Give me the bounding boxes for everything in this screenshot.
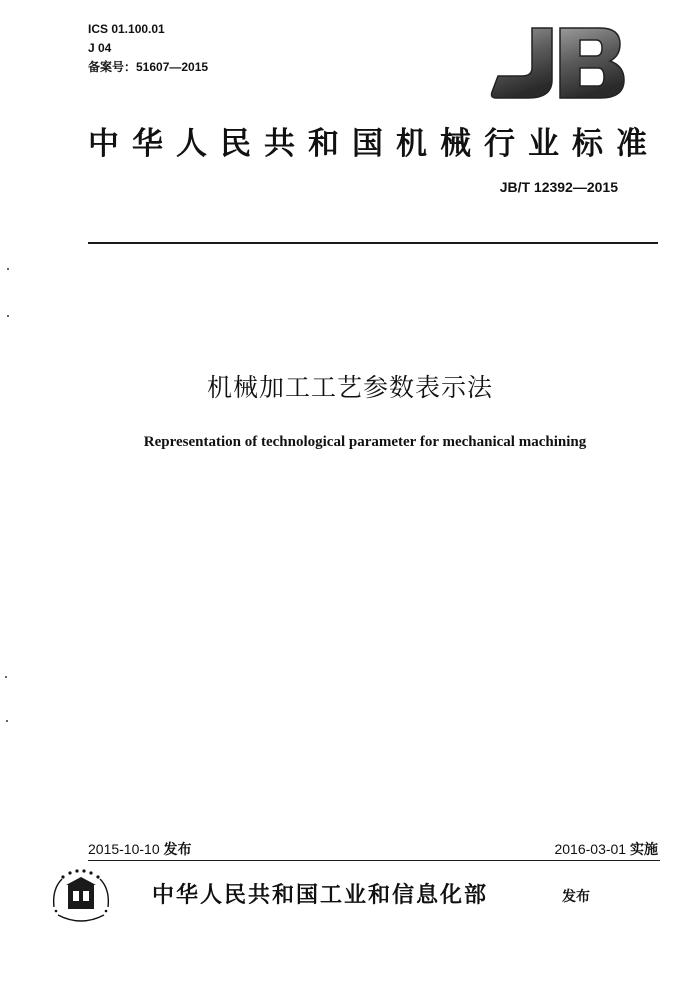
- scan-speck: [7, 268, 9, 270]
- jb-logo-letters: [492, 28, 625, 98]
- scan-speck: [7, 315, 9, 317]
- record-number: 备案号：51607—2015: [88, 60, 209, 74]
- release-date: [88, 839, 192, 859]
- standard-type-heading: 中华人民共和国机械行业标准: [88, 126, 660, 162]
- document-title-en: Representation of technological parameter for mechanical machining: [143, 434, 587, 450]
- standard-number: JB/T 12392—2015: [499, 179, 618, 195]
- ics-code: ICS 01.100.01: [88, 22, 165, 36]
- implementation-date: [554, 839, 658, 859]
- publisher-name: 中华人民共和国工业和信息化部: [152, 883, 489, 908]
- footer-divider: [88, 860, 660, 861]
- release-date-label: 发布: [163, 842, 192, 858]
- scan-speck: [5, 676, 7, 678]
- document-title-cn: 机械加工工艺参数表示法: [206, 373, 493, 402]
- release-date-value: 2015-10-10: [88, 841, 160, 857]
- publisher-label: 发布: [562, 889, 590, 905]
- scan-speck: [6, 720, 8, 722]
- classification-code: J 04: [88, 41, 112, 55]
- implementation-date-label: 实施: [630, 842, 658, 858]
- implementation-date-value: 2016-03-01: [554, 841, 627, 857]
- header-divider: [88, 242, 658, 244]
- ministry-seal-icon: [48, 867, 114, 925]
- jb-logo: [488, 24, 628, 102]
